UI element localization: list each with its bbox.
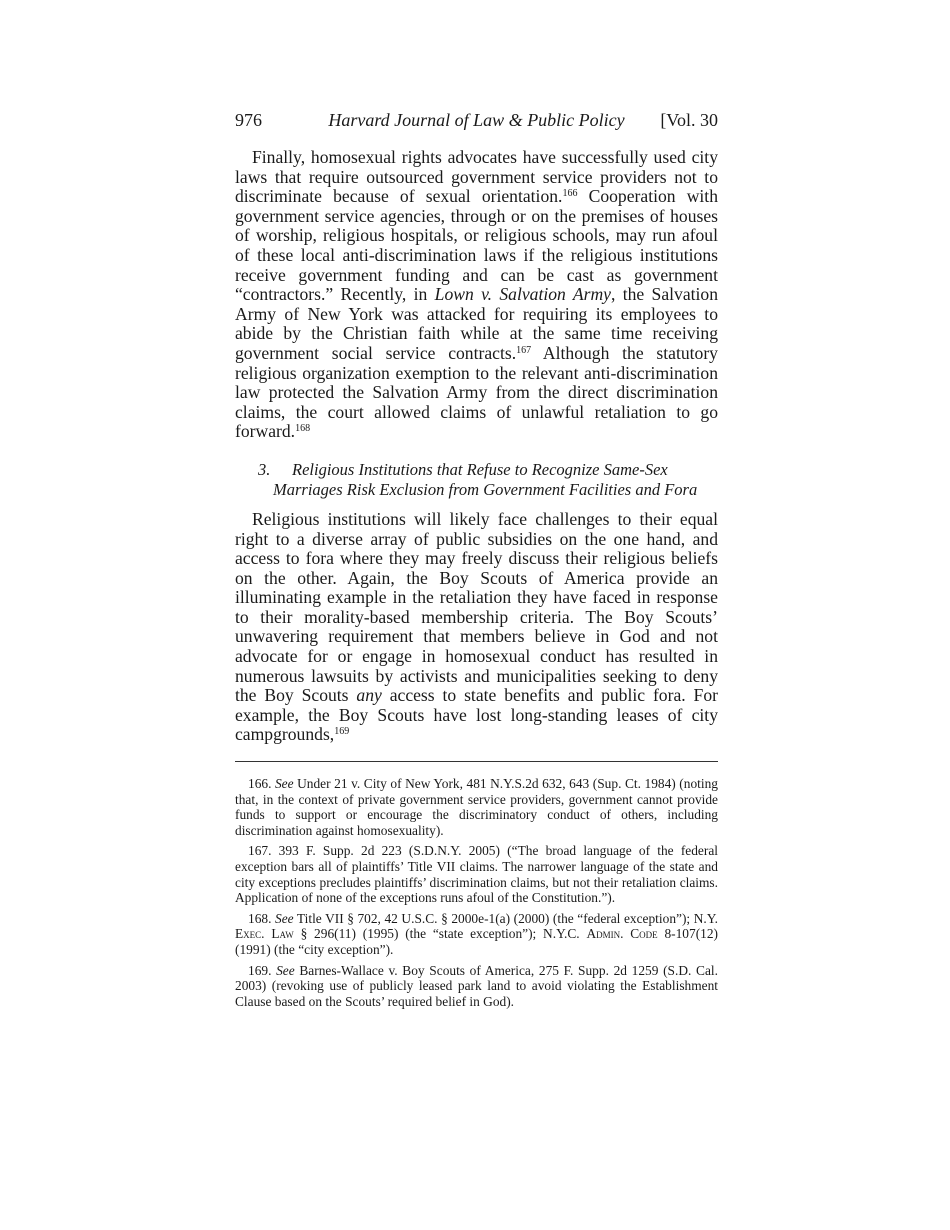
case-name: Lown v. Salvation Army	[434, 284, 611, 305]
footnote-text: Barnes-Wallace v. Boy Scouts of America, 275 F. Supp. 2d 1259 (S.D. Cal. 2003) (revoking use of publicly leased park land to avoid violating the Establishment Clause based on the Scouts’ required belief in God).	[235, 962, 718, 1009]
para1-text-3: , the Salvation Army of New York was attacked for requiring its employees to abide by the Christian faith while at the same time receiving government social service contracts.	[235, 284, 718, 363]
para2-text-1: Religious institutions will likely face challenges to their equal right to a diverse array of public subsidies on the one hand, and access to fora where they may freely discuss their religious beliefs on the other. Again, the Boy Scouts of America provide an illuminating example in the retaliation they have faced in response to their morality-based membership criteria. The Boy Scouts’ unwavering requirement that members believe in God and not advocate for or engage in homosexual conduct has resulted in numerous lawsuits by activists and municipalities seeking to deny the Boy Scouts	[235, 508, 718, 706]
body-paragraph-2	[235, 510, 718, 745]
footnote-text-1: Title VII § 702, 42 U.S.C. § 2000e-1(a) (2000) (the “federal exception”); N.Y.	[293, 910, 719, 926]
footnote-divider	[235, 761, 718, 762]
section-heading	[235, 460, 718, 500]
small-caps-admin-code: Admin. Code	[586, 926, 658, 942]
footnote-166	[235, 776, 718, 838]
emphasis-any: any	[356, 685, 382, 706]
small-caps-exec-law: Exec. Law	[235, 926, 294, 942]
footnote-signal: See	[276, 962, 295, 978]
footnote-text: 393 F. Supp. 2d 223 (S.D.N.Y. 2005) (“The broad language of the federal exception bars all of plaintiffs’ Title VII claims. The narrower language of the state and city exceptions precludes plaintiffs’ discrimination claims, but not their retaliation claims. Application of none of the exceptions runs afoul of the Constitution.”).	[235, 843, 718, 906]
para1-text-1: Finally, homosexual rights advocates have successfully used city laws that require outsourced government service providers not to discriminate because of sexual orientation.	[235, 147, 718, 207]
footnote-number: 168.	[248, 910, 272, 926]
footnote-text: Under 21 v. City of New York, 481 N.Y.S.2d 632, 643 (Sup. Ct. 1984) (noting that, in the context of private government service providers, government cannot provide funds to support or encourage the discriminatory conduct of others, including discrimination against homosexuality).	[235, 776, 718, 838]
running-header	[235, 108, 718, 132]
volume-label: [Vol. 30	[660, 110, 718, 130]
body-paragraph-1	[235, 148, 718, 442]
footnote-text-2: § 296(11) (1995) (the “state exception”); N.Y.C.	[293, 926, 587, 942]
footnote-text-3: 8-107(12) (1991) (the “city exception”).	[235, 926, 719, 957]
section-number: 3.	[258, 459, 271, 479]
footnote-number: 167.	[248, 843, 272, 859]
footnote-169	[235, 963, 718, 1010]
footnote-ref-167[interactable]: 167	[516, 344, 532, 356]
footnotes-section	[235, 776, 718, 1009]
footnote-number: 166.	[248, 776, 272, 792]
footnote-signal: See	[274, 776, 294, 792]
footnote-ref-166[interactable]: 166	[562, 188, 578, 200]
footnote-number: 169.	[248, 962, 272, 978]
para2-text-2: access to state benefits and public fora. For example, the Boy Scouts have lost long-standing leases of city campgrounds,	[235, 685, 718, 745]
footnote-168	[235, 911, 718, 958]
footnote-ref-168[interactable]: 168	[295, 423, 311, 435]
document-page	[235, 108, 718, 1014]
footnote-167	[235, 843, 718, 905]
para1-text-4: Although the statutory religious organization exemption to the relevant anti-discrimination law protected the Salvation Army from the direct discrimination claims, the court allowed claims of unlawful retaliation to go forward.	[235, 342, 718, 442]
footnote-signal: See	[275, 910, 294, 926]
section-heading-text: Religious Institutions that Refuse to Recognize Same-Sex Marriages Risk Exclusion from Government Facilities and Fora	[273, 459, 698, 499]
journal-title: Harvard Journal of Law & Public Policy	[328, 110, 625, 130]
page-number: 976	[235, 110, 262, 130]
para1-text-2: Cooperation with government service agencies, through or on the premises of houses of worship, religious hospitals, or religious schools, may run afoul of these local anti-discrimination laws if the religious institutions receive government funding and can be cast as government “contractors.” Recently, in	[235, 186, 718, 305]
footnote-ref-169[interactable]: 169	[334, 726, 350, 738]
